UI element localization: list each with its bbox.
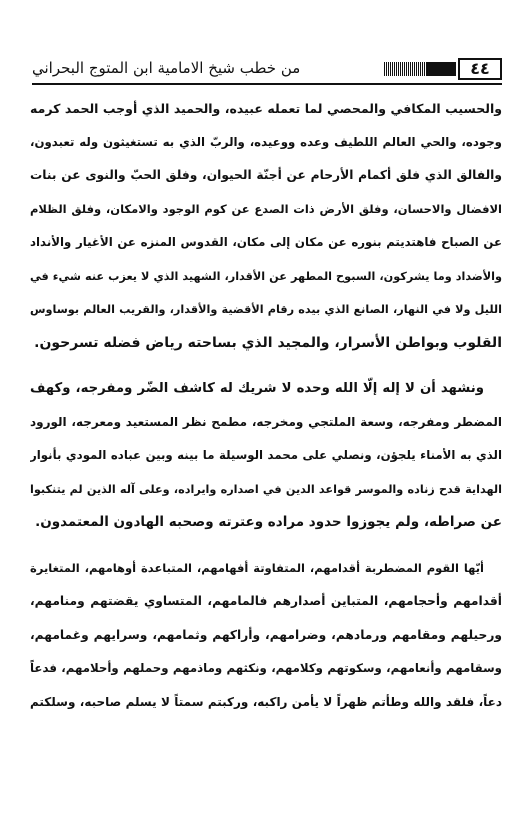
text-line: ورحيلهم ومقامهم ورمادهم، وضرامهم، وأراكهم وثمامهم، وسرايهم وغمامهم، [30, 627, 502, 642]
text-line: الهداية قدح زناده والموسر قواعد الدين في اصداره وايراده، وعلى آله الذين لم يتنكبوا [30, 482, 502, 496]
text-line: القلوب وبواطن الأسرار، والمجيد الذي بساحته رياض فضله تسرحون. [34, 334, 502, 351]
text-line: الافضال والاحسان، وفلق الأرض ذات الصدع عن كوم الوجود والامكان، وفلق الظلام [30, 201, 502, 216]
text-line: وسقامهم وأنعامهم، وسكوتهم وكلامهم، ونكثهم وماذمهم وحملهم وأحلامهم، فدعاً [30, 661, 502, 675]
text-line: وجوده، والحي العالم اللطيف وعده ووعيده، والربّ الذي به تستغيثون وله تعبدون، [30, 134, 502, 149]
text-line: والفالق الذي فلق أكمام الأرحام عن أجنّة الحيوان، وفلق الحبّ والنوى عن بنات [30, 168, 502, 182]
text-line: الليل ولا في النهار، الصانع الذي بيده رقام الأقضية والأقدار، والقريب العالم بوساوس [30, 303, 502, 316]
text-line: أقدامهم وأحجامهم، المتباين أصدارهم فالمامهم، المتساوي يقضتهم ومنامهم، [30, 594, 502, 608]
page-header [32, 56, 502, 82]
header-ornament [384, 62, 456, 76]
header-divider [32, 83, 502, 85]
text-line: ونشهد أن لا إله إلّا الله وحده لا شريك له كاشف الضّر ومفرجه، وكهف [30, 381, 484, 396]
text-line: عن صراطه، ولم يجوزوا حدود مراده وعترته وصحبه الهادون المعتمدون. [35, 514, 502, 530]
text-line: دعاً، فلقد والله وطأتم ظهراً لا يأمن راكبه، وركبتم سمتاً لا يسلم صاحبه، وسلكتم [30, 694, 502, 709]
text-line: عن الصباح فاهتديتم بنوره عن مكان إلى مكان، القدوس المنزه عن الأغيار والأنداد [30, 235, 502, 249]
page-number: ٤٤ [458, 58, 502, 80]
paragraph-2 [30, 372, 502, 540]
paragraph-1 [30, 92, 502, 360]
running-header-title: من خطب شيخ الامامية ابن المتوج البحراني [32, 59, 301, 77]
paragraph-3 [30, 552, 502, 720]
paragraph-gap [30, 360, 502, 372]
text-line: والأضداد وما يشركون، السبوح المطهر عن الأقدار، الشهيد الذي لا يعزب عنه شيء في [30, 269, 502, 283]
body-text [30, 92, 502, 719]
paragraph-gap [30, 540, 502, 552]
text-line: المضطر ومفرجه، وسعة الملتجي ومخرجه، مطمح نظر المستعيد ومعرجه، الورود [30, 414, 502, 429]
text-line: أيّها القوم المضطربة أقدامهم، المتفاوتة أفهامهم، المتباعدة أوهامهم، المتغايرة [30, 560, 484, 575]
text-line: والحسيب المكافي والمحصي لما تعمله عبيده، والحميد الذي أوجب الحمد كرمه [30, 101, 502, 116]
text-line: الذي به الأمناء يلجؤن، ونصلي على محمد الوسيلة ما بينه وبين عباده المودي بأنوار [30, 448, 502, 462]
